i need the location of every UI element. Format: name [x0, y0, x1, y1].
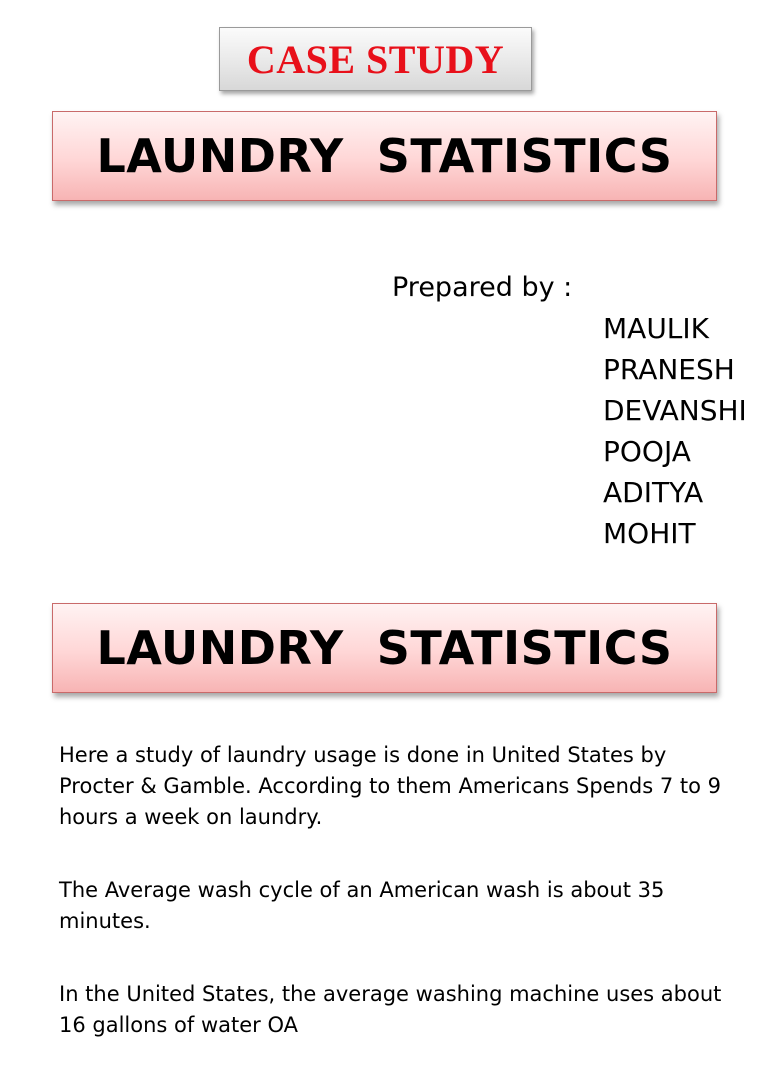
author-name: PRANESH: [603, 353, 735, 386]
author-name: MAULIK: [603, 312, 710, 345]
title-banner-text: LAUNDRY STATISTICS: [96, 129, 673, 183]
content-banner-text: LAUNDRY STATISTICS: [96, 621, 673, 675]
case-study-label: CASE STUDY: [246, 36, 505, 82]
title-banner: [52, 111, 717, 201]
prepared-by-label: Prepared by :: [392, 272, 573, 303]
author-name: ADITYA: [603, 476, 704, 509]
author-name: POOJA: [603, 435, 691, 468]
body-text: [59, 740, 724, 1083]
body-paragraph: Here a study of laundry usage is done in United States by Procter & Gamble. According to them Americans Spends 7 to 9 hours a week on laundry.: [59, 743, 721, 829]
case-study-label-box: [219, 27, 532, 91]
body-paragraph: The Average wash cycle of an American wash is about 35 minutes.: [59, 878, 665, 933]
author-list: [603, 308, 747, 554]
body-paragraph: In the United States, the average washing machine uses about 16 gallons of water OA: [59, 982, 722, 1037]
content-banner: [52, 603, 717, 693]
author-name: DEVANSHI: [603, 394, 747, 427]
author-name: MOHIT: [603, 517, 696, 550]
